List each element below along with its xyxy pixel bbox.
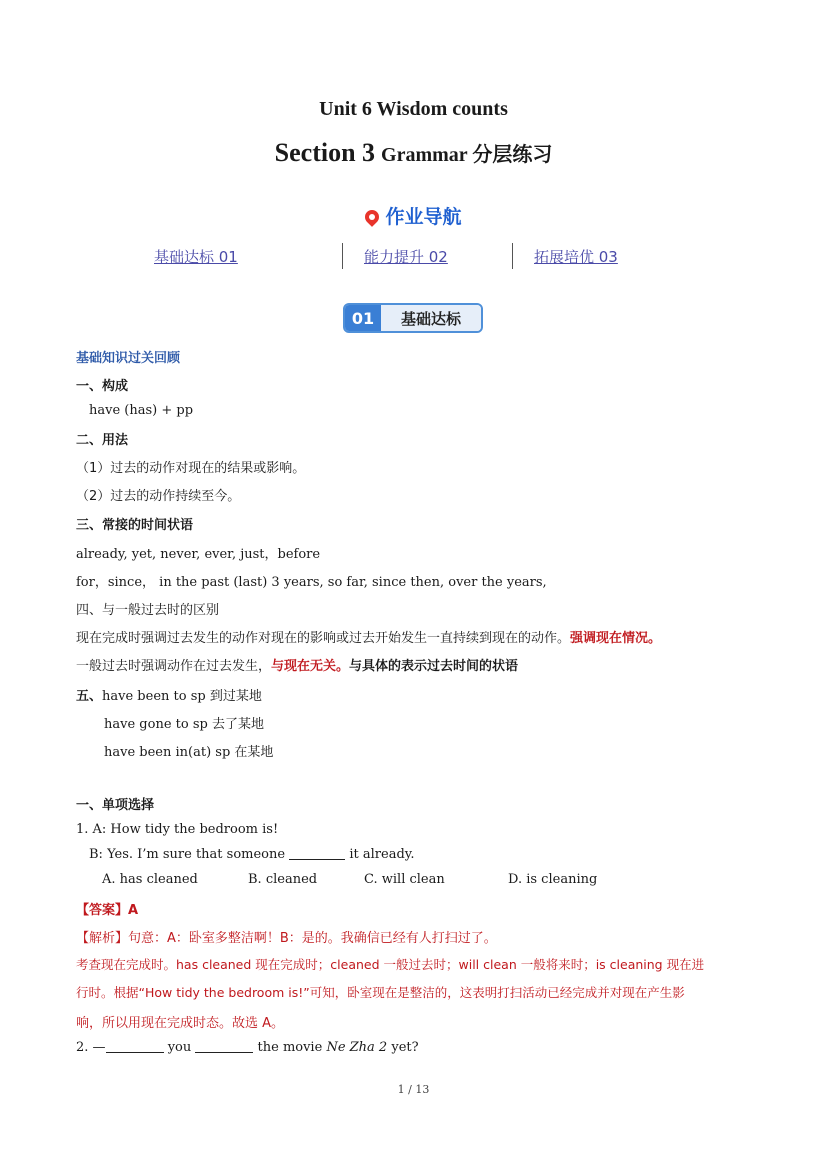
exercise-heading: 一、单项选择 <box>76 798 155 813</box>
answer-blank <box>289 859 345 860</box>
q1-b-suffix: it already. <box>349 847 415 862</box>
q1-answer: 【答案】A <box>76 903 139 918</box>
page-number: 1 / 13 <box>397 1083 430 1096</box>
q2-middle: you <box>167 1040 192 1055</box>
heading-usage: 二、用法 <box>76 433 129 448</box>
nav-divider <box>512 243 513 269</box>
difference-text: 一般过去时强调动作在过去发生， <box>76 659 272 674</box>
adverbs-line-1: already, yet, never, ever, just，before <box>76 547 321 562</box>
usage-item-2: （2）过去的动作持续至今。 <box>76 489 241 504</box>
nav-heading <box>0 202 827 229</box>
unit-title: Unit 6 Wisdom counts <box>319 98 508 120</box>
formula-text: have (has) + pp <box>89 403 194 418</box>
have-been-in-line: have been in(at) sp 在某地 <box>104 745 274 760</box>
answer-blank <box>106 1052 164 1053</box>
nav-link-ability[interactable]: 能力提升 02 <box>364 248 448 266</box>
have-been-line-1 <box>76 685 262 704</box>
q1-analysis-2: 考查现在完成时。has cleaned 现在完成时；cleaned 一般过去时；will clean 一般将来时；is cleaning 现在进 <box>76 957 705 972</box>
q1-analysis-3: 行时。根据“How tidy the bedroom is!”可知，卧室现在是整洁的，这表明打扫活动已经完成并对现在产生影 <box>76 985 685 1000</box>
q1-analysis-1: 【解析】句意：A：卧室多整洁啊！B：是的。我确信已经有人打扫过了。 <box>76 931 497 946</box>
nav-heading-text: 作业导航 <box>385 206 462 228</box>
section-sub: Grammar 分层练习 <box>381 144 553 166</box>
heading-adverbials: 三、常接的时间状语 <box>76 518 194 533</box>
difference-emphasis: 与现在无关。 <box>271 659 350 674</box>
q1-analysis-4: 响，所以用现在完成时态。故选 A。 <box>76 1016 285 1031</box>
section-badge <box>343 303 483 333</box>
q1-line-a: 1. A: How tidy the bedroom is! <box>76 822 279 837</box>
q1-option-d: D. is cleaning <box>508 872 598 887</box>
badge-label: 基础达标 <box>381 305 481 331</box>
q2-movie-title: Ne Zha 2 <box>326 1040 388 1055</box>
nav-link-basic[interactable]: 基础达标 01 <box>154 248 238 266</box>
q1-option-b: B. cleaned <box>248 872 318 887</box>
difference-line-1 <box>76 627 661 646</box>
answer-blank <box>195 1052 253 1053</box>
adverbs-line-2: for，since， in the past (last) 3 years, so far, since then, over the years, <box>76 575 547 590</box>
nav-divider <box>342 243 343 269</box>
section-main: Section 3 <box>274 138 376 167</box>
review-heading: 基础知识过关回顾 <box>76 351 181 366</box>
q2-prefix: 2. — <box>76 1040 106 1055</box>
have-gone-line: have gone to sp 去了某地 <box>104 717 264 732</box>
section-title <box>0 138 827 168</box>
q2-text: the movie <box>257 1040 323 1055</box>
q1-option-a: A. has cleaned <box>102 872 198 887</box>
have-been-text: have been to sp 到过某地 <box>102 689 262 704</box>
location-pin-icon <box>363 207 383 227</box>
heading-difference: 四、与一般过去时的区别 <box>76 603 220 618</box>
difference-line-2 <box>76 655 518 674</box>
usage-item-1: （1）过去的动作对现在的结果或影响。 <box>76 461 306 476</box>
nav-link-extension[interactable]: 拓展培优 03 <box>534 248 618 266</box>
difference-text: 现在完成时强调过去发生的动作对现在的影响或过去开始发生一直持续到现在的动作。 <box>76 631 571 646</box>
heading-five-number: 五、 <box>76 689 103 704</box>
q1-line-b <box>89 847 415 862</box>
q1-option-c: C. will clean <box>364 872 445 887</box>
q2-suffix: yet? <box>391 1040 419 1055</box>
difference-emphasis: 强调现在情况。 <box>570 631 662 646</box>
difference-bold: 与具体的表示过去时间的状语 <box>349 659 519 674</box>
heading-structure: 一、构成 <box>76 379 129 394</box>
q1-b-prefix: B: Yes. I’m sure that someone <box>89 847 286 862</box>
q2-line <box>76 1040 419 1055</box>
badge-number: 01 <box>345 305 381 331</box>
